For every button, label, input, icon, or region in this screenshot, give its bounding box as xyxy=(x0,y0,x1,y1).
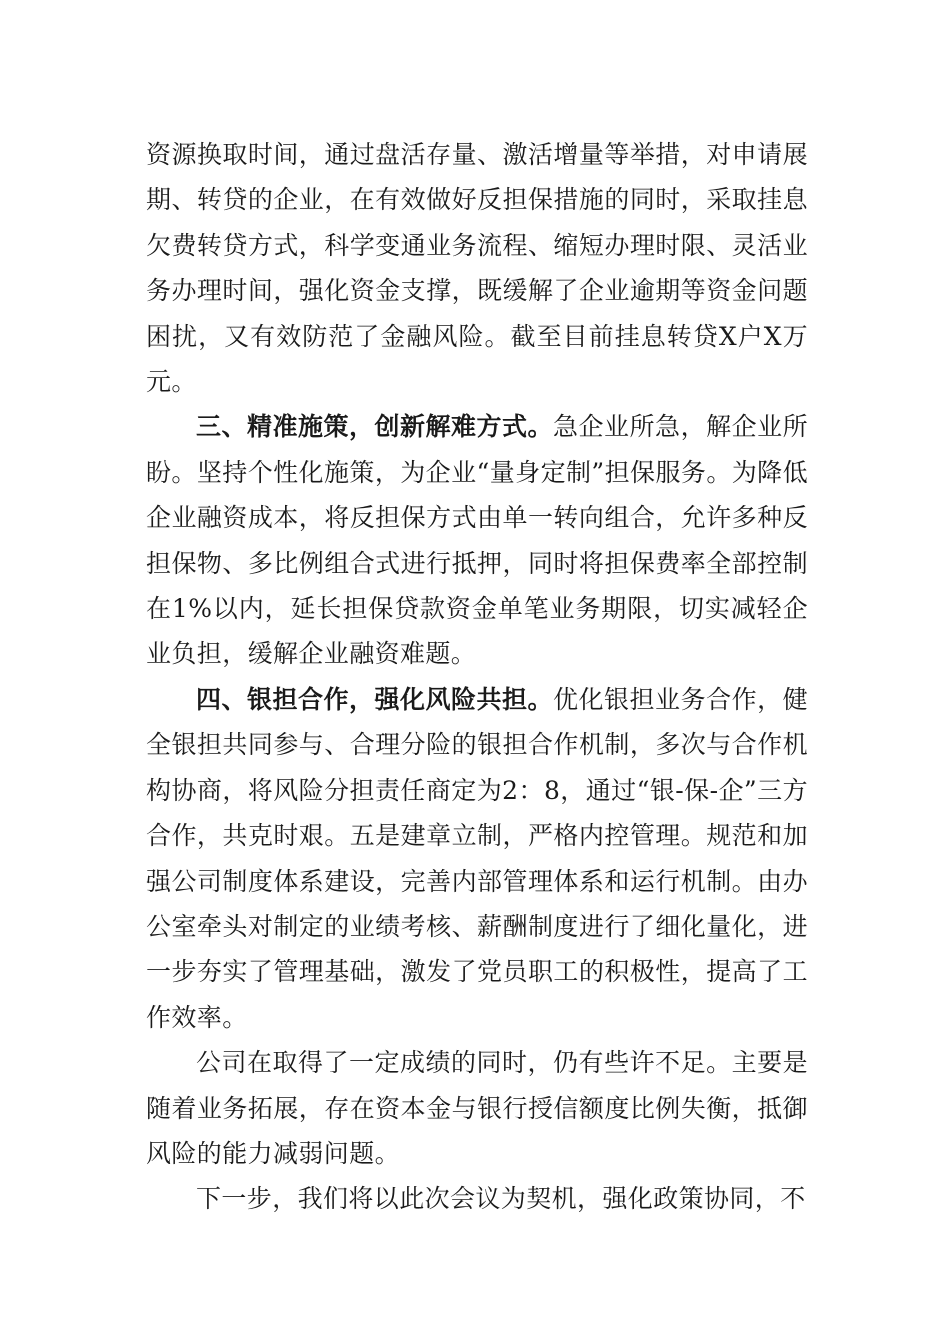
section-heading: 四、银担合作，强化风险共担。 xyxy=(196,684,554,714)
document-page xyxy=(146,132,808,1222)
paragraph-body: 优化银担业务合作，健全银担共同参与、合理分险的银担合作机制，多次与合作机构协商，将风险分担责任商定为2：8，通过“银-保-企”三方合作，共克时艰。五是建章立制，严格内控管理。规范和加强公司制度体系建设，完善内部管理体系和运行机制。由办公室牵头对制定的业绩考核、薪酬制度进行了细化量化，进一步夯实了管理基础，激发了党员职工的积极性，提高了工作效率。 xyxy=(146,684,808,1032)
paragraph-next-steps xyxy=(146,1176,808,1221)
section-heading: 三、精准施策，创新解难方式。 xyxy=(196,412,554,442)
paragraph-body: 资源换取时间，通过盘活存量、激活增量等举措，对申请展期、转贷的企业，在有效做好反担保措施的同时，采取挂息欠费转贷方式，科学变通业务流程、缩短办理时限、灵活业务办理时间，强化资金支撑，既缓解了企业逾期等资金问题困扰，又有效防范了金融风险。截至目前挂息转贷X户X万元。 xyxy=(146,140,808,397)
paragraph-continuation xyxy=(146,132,808,404)
paragraph-body: 公司在取得了一定成绩的同时，仍有些许不足。主要是随着业务拓展，存在资本金与银行授信额度比例失衡，抵御风险的能力减弱问题。 xyxy=(146,1048,808,1168)
paragraph-body: 下一步，我们将以此次会议为契机，强化政策协同，不 xyxy=(196,1184,806,1214)
paragraph-section-three xyxy=(146,404,808,676)
paragraph-shortcomings xyxy=(146,1040,808,1176)
paragraph-section-four xyxy=(146,677,808,1040)
paragraph-body: 急企业所急，解企业所盼。坚持个性化施策，为企业“量身定制”担保服务。为降低企业融资成本，将反担保方式由单一转向组合，允许多种反担保物、多比例组合式进行抵押，同时将担保费率全部控制在1%以内，延长担保贷款资金单笔业务期限，切实减轻企业负担，缓解企业融资难题。 xyxy=(146,412,808,669)
